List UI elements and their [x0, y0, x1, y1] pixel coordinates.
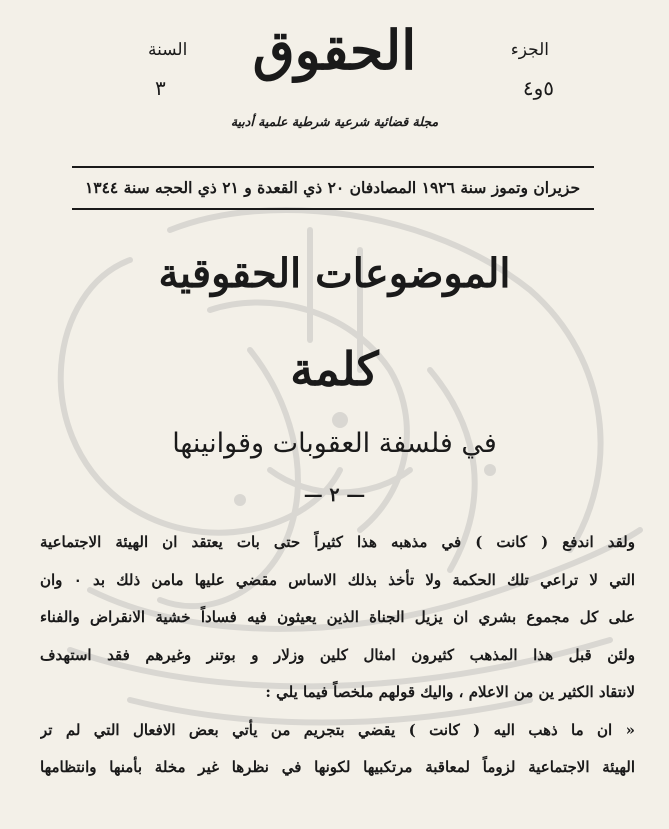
body-line: لانتقاد الكثير ين من الاعلام ، واليك قولهم ملخصاً فيما يلي : — [265, 683, 635, 701]
issue-date: حزيران وتموز سنة ١٩٢٦ المصادفان ٢٠ ذي القعدة و ٢١ ذي الحجه سنة ١٣٤٤ — [84, 178, 581, 197]
header-rule-bottom — [72, 208, 594, 210]
article-title: كلمة — [290, 342, 379, 396]
part-label: الجزء — [510, 40, 549, 60]
body-line: « ان ما ذهب اليه ( كانت ) يقضي بتجريم من يأتي بعض الافعال التي لم تر — [40, 720, 635, 739]
year-value: ٣ — [155, 76, 166, 100]
body-line: على كل مجموع بشري ان يزيل الجناة الذين يعيثون فيه فساداً خشية الانقراض والفناء — [40, 608, 635, 626]
part-value: ٥و٤ — [522, 76, 554, 100]
body-line: ولقد اندفع ( كانت ) في مذهبه هذا كثيراً حتى بات يعتقد ان الهيئة الاجتماعية — [40, 533, 635, 551]
article-body — [40, 524, 635, 787]
section-title: الموضوعات الحقوقية — [158, 250, 511, 297]
body-line: ولئن قبل هذا المذهب كثيرون امثال كلين وزلار و بوتنر وغيرهم فقد استهدف — [40, 645, 635, 664]
article-part-number: — ٢ — — [303, 484, 366, 506]
body-line: التي لا تراعي تلك الحكمة ولا تأخذ بذلك الاساس مقضي عليها مامن ذلك بد ٠ وان — [40, 570, 635, 589]
journal-subtitle: مجلة قضائية شرعية شرطية علمية أدبية — [230, 114, 439, 129]
article-subtitle: في فلسفة العقوبات وقوانينها — [172, 428, 497, 459]
year-label: السنة — [148, 40, 188, 60]
body-line: الهيئة الاجتماعية لزوماً لمعاقبة مرتكبيها لكونها في نظرها غير مخلة بأمنها وانتظامها — [40, 758, 635, 776]
header-rule-top — [72, 166, 594, 168]
journal-title: الحقوق — [252, 18, 417, 82]
